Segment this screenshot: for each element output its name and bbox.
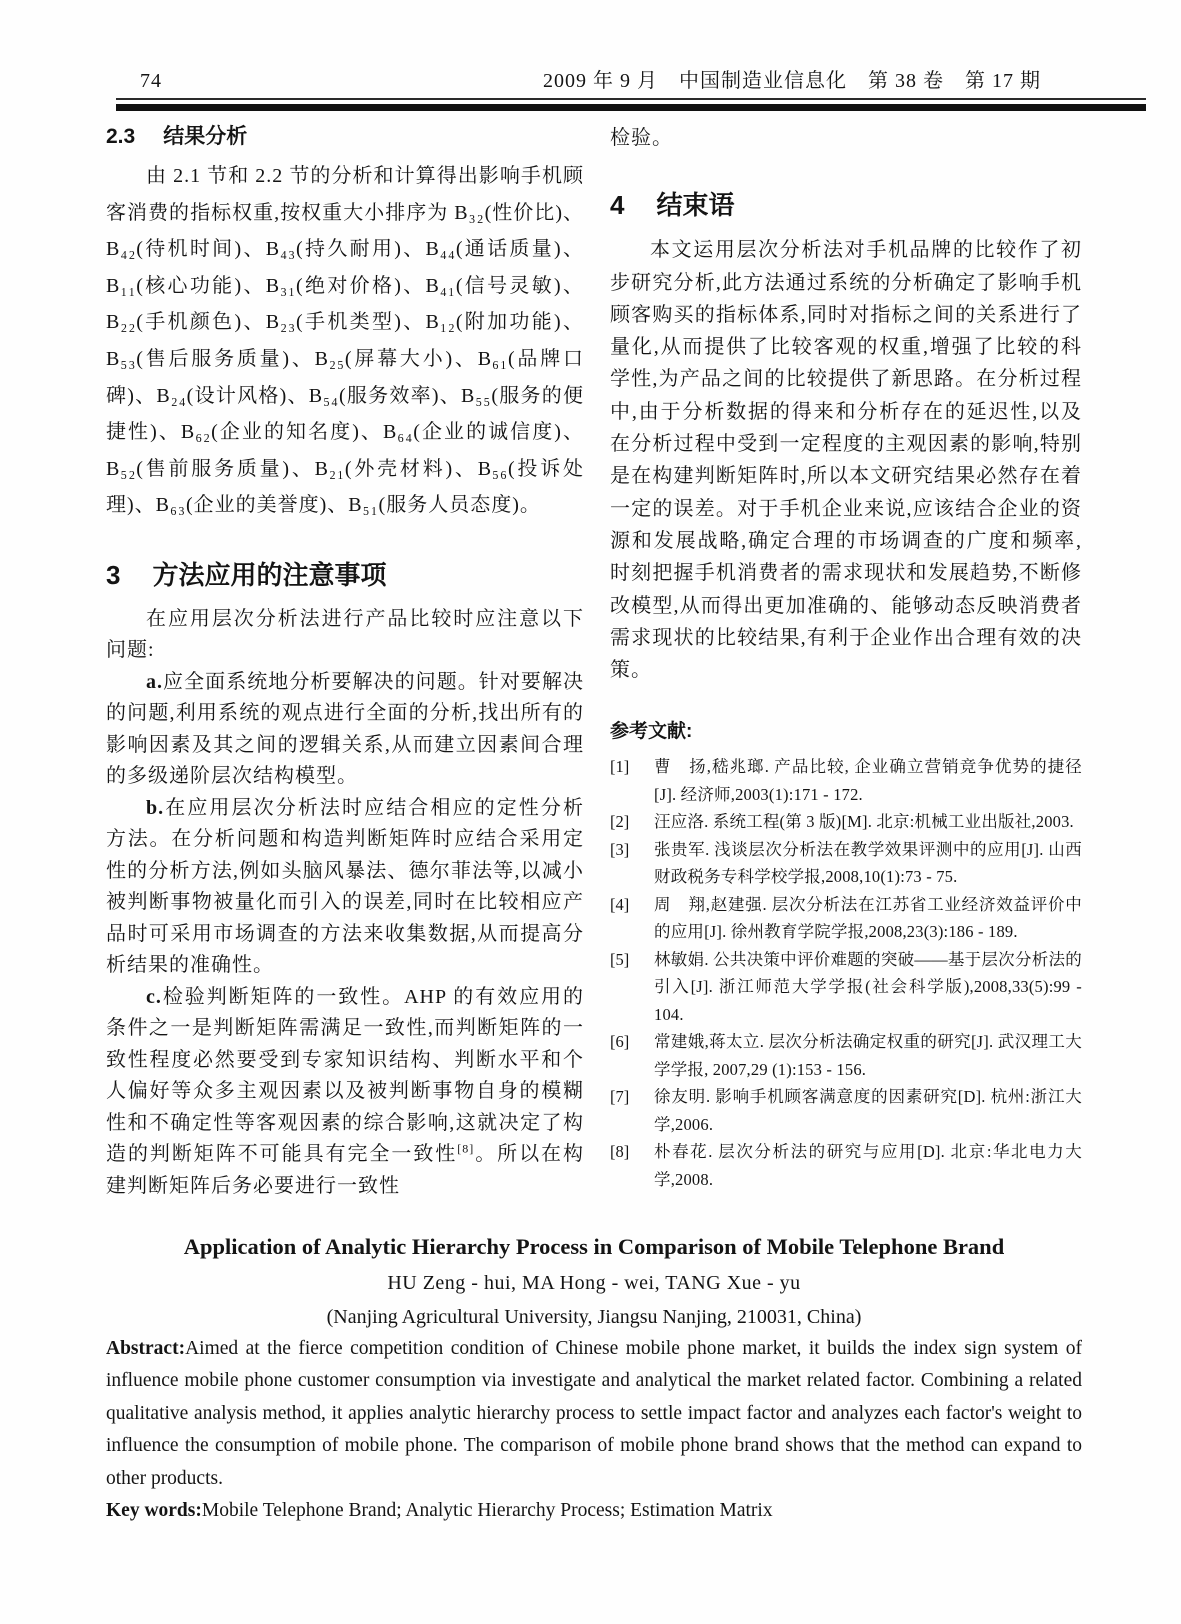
right-column [610, 122, 1082, 1193]
section-3-heading [106, 558, 584, 592]
item-c-text: 检验判断矩阵的一致性。AHP 的有效应用的条件之一是判断矩阵需满足一致性,而判断矩阵的一致性程度必然要受到专家知识结构、判断水平和个人偏好等众多主观因素以及被判断事物自身的模糊性和不确定性等客观因素的综合影响,这就决定了构造的判断矩阵不可能具有完全一致性 [106, 985, 584, 1166]
page-number: 74 [140, 70, 162, 92]
item-b-marker: b. [146, 796, 165, 819]
continuation-text: 检验。 [610, 127, 673, 149]
english-authors: HU Zeng - hui, MA Hong - wei, TANG Xue - yu [387, 1272, 801, 1294]
english-title: Application of Analytic Hierarchy Process in Comparison of Mobile Telephone Brand [183, 1234, 1005, 1259]
reference-3-text: 张贵军. 浅谈层次分析法在教学效果评测中的应用[J]. 山西财政税务专科学校学报,2008,10(1):73 - 75. [654, 839, 1082, 887]
reference-item-8 [610, 1138, 1082, 1193]
section-2-3-title: 结果分析 [163, 125, 248, 148]
english-abstract-section [106, 1234, 1082, 1527]
section-3-item-b [106, 793, 584, 982]
reference-item-4 [610, 891, 1082, 946]
reference-6-text: 常建娥,蒋太立. 层次分析法确定权重的研究[J]. 武汉理工大学学报, 2007,29 (1):153 - 156. [654, 1032, 1082, 1079]
reference-5-text: 林敏娟. 公共决策中评价难题的突破——基于层次分析法的引入[J]. 浙江师范大学学报(社会科学版),2008,33(5):99 - 104. [654, 949, 1082, 1024]
reference-8-text: 朴春花. 层次分析法的研究与应用[D]. 北京:华北电力大学,2008. [654, 1142, 1082, 1189]
header-rule-thick [116, 104, 1146, 111]
item-a-marker: a. [146, 670, 163, 693]
section-3-item-a [106, 667, 584, 793]
section-4-number: 4 [610, 190, 625, 221]
keywords-label: Key words: [106, 1500, 202, 1522]
reference-1-text: 曹 扬,嵇兆瑯. 产品比较, 企业确立营销竞争优势的捷径[J]. 经济师,2003(1):171 - 172. [654, 757, 1082, 804]
section-4-heading [610, 188, 1082, 222]
english-keywords [106, 1495, 1082, 1527]
section-3-number: 3 [106, 559, 121, 590]
reference-item-2 [610, 808, 1082, 836]
abstract-text: Aimed at the fierce competition condition of Chinese mobile phone market, it builds the index sign system of influence mobile phone customer consumption via investigate and analytical the market related factor. Combining a related qualitative analysis method, it applies analytic hierarchy process to settle impact factor and analyzes each factor's weight to influence the consumption of mobile phone. The comparison of mobile phone brand shows that the method can expand to other products. [106, 1338, 1082, 1489]
reference-8-label: [8] [610, 1142, 630, 1162]
section-2-3-heading [106, 122, 584, 152]
reference-item-3 [610, 836, 1082, 891]
reference-5-label: [5] [610, 949, 630, 969]
item-a-text: 应全面系统地分析要解决的问题。针对要解决的问题,利用系统的观点进行全面的分析,找出所有的影响因素及其之间的逻辑关系,从而建立因素间合理的多级递阶层次结构模型。 [106, 670, 584, 788]
section-3-title: 方法应用的注意事项 [152, 559, 387, 590]
section-2-3-number: 2.3 [106, 125, 136, 148]
item-c-marker: c. [146, 985, 162, 1008]
item-c-text-continued: 。所以在构建判断矩阵后务必要进行一致性 [106, 1143, 585, 1197]
header-rule-thin [116, 98, 1146, 100]
reference-2-label: [2] [610, 812, 630, 832]
reference-6-label: [6] [610, 1032, 630, 1052]
abstract-label: Abstract: [106, 1338, 186, 1359]
reference-item-6 [610, 1028, 1082, 1083]
english-abstract [106, 1333, 1082, 1495]
references-heading: 参考文献: [610, 721, 693, 743]
section-2-3-paragraph: 由 2.1 节和 2.2 节的分析和计算得出影响手机顾客消费的指标权重,按权重大小排序为 B₃₂(性价比)、B₄₂(待机时间)、B₄₃(持久耐用)、B₄₄(通话质量)、B₁₁(核心功能)、B₃₁(绝对价格)、B₄₁(信号灵敏)、B₂₂(手机颜色)、B₂₃(手机类型)、B₁₂(附加功能)、B₅₃(售后服务质量)、B₂₅(屏幕大小)、B₆₁(品牌口碑)、B₂₄(设计风格)、B₅₄(服务效率)、B₅₅(服务的便捷性)、B₆₂(企业的知名度)、B₆₄(企业的诚信度)、B₅₂(售前服务质量)、B₂₁(外壳材料)、B₅₆(投诉处理)、B₆₃(企业的美誉度)、B₅₁(服务人员态度)。 [106, 165, 584, 517]
reference-item-5 [610, 946, 1082, 1029]
keywords-text: Mobile Telephone Brand; Analytic Hierarchy Process; Estimation Matrix [201, 1500, 773, 1522]
section-4-paragraph: 本文运用层次分析法对手机品牌的比较作了初步研究分析,此方法通过系统的分析确定了影响手机顾客购买的指标体系,同时对指标之间的关系进行了量化,从而提供了比较客观的权重,增强了比较的科学性,为产品之间的比较提供了新思路。在分析过程中,由于分析数据的得来和分析存在的延迟性,以及在分析过程中受到一定程度的主观因素的影响,特别是在构建判断矩阵时,所以本文研究结果必然存在着一定的误差。对于手机企业来说,应该结合企业的资源和发展战略,确定合理的市场调查的广度和频率,时刻把握手机消费者的需求现状和发展趋势,不断修改模型,从而得出更加准确的、能够动态反映消费者需求现状的比较结果,有利于企业作出合理有效的决策。 [610, 239, 1082, 682]
reference-2-text: 汪应洛. 系统工程(第 3 版)[M]. 北京:机械工业出版社,2003. [654, 812, 1074, 832]
reference-7-label: [7] [610, 1087, 630, 1107]
section-4-title: 结束语 [656, 190, 735, 221]
reference-item-1 [610, 753, 1082, 808]
page-header [140, 64, 1041, 93]
reference-4-label: [4] [610, 894, 630, 914]
item-b-text: 在应用层次分析法时应结合相应的定性分析方法。在分析问题和构造判断矩阵时应结合采用定性的分析方法,例如头脑风暴法、德尔菲法等,以减小被判断事物被量化而引入的误差,同时在比较相应产品时可采用市场调查的方法来收集数据,从而提高分析结果的准确性。 [106, 796, 584, 977]
section-3-item-c [106, 982, 584, 1203]
reference-1-label: [1] [610, 757, 630, 777]
reference-3-label: [3] [610, 839, 630, 859]
english-affiliation: (Nanjing Agricultural University, Jiangsu Nanjing, 210031, China) [326, 1306, 862, 1328]
reference-7-text: 徐友明. 影响手机顾客满意度的因素研究[D]. 杭州:浙江大学,2006. [654, 1087, 1082, 1134]
journal-info-line: 2009 年 9 月 中国制造业信息化 第 38 卷 第 17 期 [543, 70, 1041, 92]
citation-8-superscript: [8] [457, 1141, 475, 1156]
reference-item-7 [610, 1083, 1082, 1138]
reference-4-text: 周 翔,赵建强. 层次分析法在江苏省工业经济效益评价中的应用[J]. 徐州教育学院学报,2008,23(3):186 - 189. [654, 894, 1082, 942]
section-3-intro: 在应用层次分析法进行产品比较时应注意以下问题: [106, 607, 584, 662]
left-column [106, 122, 584, 1202]
